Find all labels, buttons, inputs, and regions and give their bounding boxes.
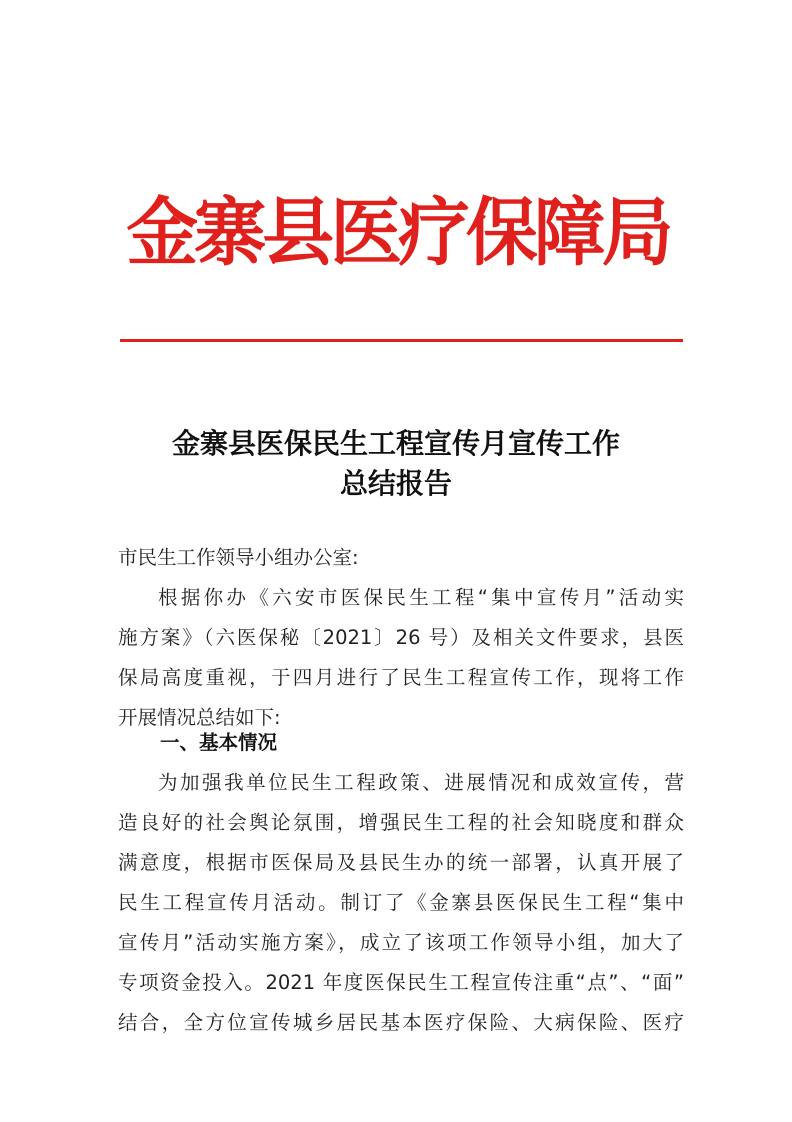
section-heading-basic-situation: 一、基本情况: [160, 731, 278, 754]
paragraph-1: [118, 578, 684, 738]
paragraph-2-line: 宣传月”活动实施方案》，成立了该项工作领导小组，加大了: [118, 931, 684, 954]
salutation: 市民生工作领导小组办公室:: [118, 546, 359, 569]
paragraph-2-line: 造良好的社会舆论氛围，增强民生工程的社会知晓度和群众: [118, 811, 684, 834]
paragraph-2: [118, 763, 684, 1043]
paragraph-1-line: 施方案》（六医保秘〔2021〕26 号）及相关文件要求，县医: [118, 626, 684, 649]
paragraph-1-line: 根据你办《六安市医保民生工程“集中宣传月”活动实: [158, 586, 684, 609]
paragraph-1-line: 开展情况总结如下:: [118, 706, 281, 729]
masthead-org-name: 金寨县医疗保障局: [126, 190, 670, 276]
masthead-red-rule: [120, 339, 683, 342]
paragraph-2-line: 为加强我单位民生工程政策、进展情况和成效宣传，营: [158, 771, 684, 794]
document-title-line-1: 金寨县医保民生工程宣传月宣传工作: [171, 427, 620, 460]
paragraph-2-line: 结合，全方位宣传城乡居民基本医疗保险、大病保险、医疗: [118, 1011, 684, 1034]
paragraph-2-line: 民生工程宣传月活动。制订了《金寨县医保民生工程“集中: [118, 891, 684, 914]
paragraph-2-line: 满意度，根据市医保局及县民生办的统一部署，认真开展了: [118, 851, 684, 874]
paragraph-1-line: 保局高度重视，于四月进行了民生工程宣传工作，现将工作: [118, 666, 684, 689]
paragraph-2-line: 专项资金投入。2021 年度医保民生工程宣传注重“点”、“面”: [118, 971, 684, 994]
document-title-line-2: 总结报告: [339, 467, 452, 500]
